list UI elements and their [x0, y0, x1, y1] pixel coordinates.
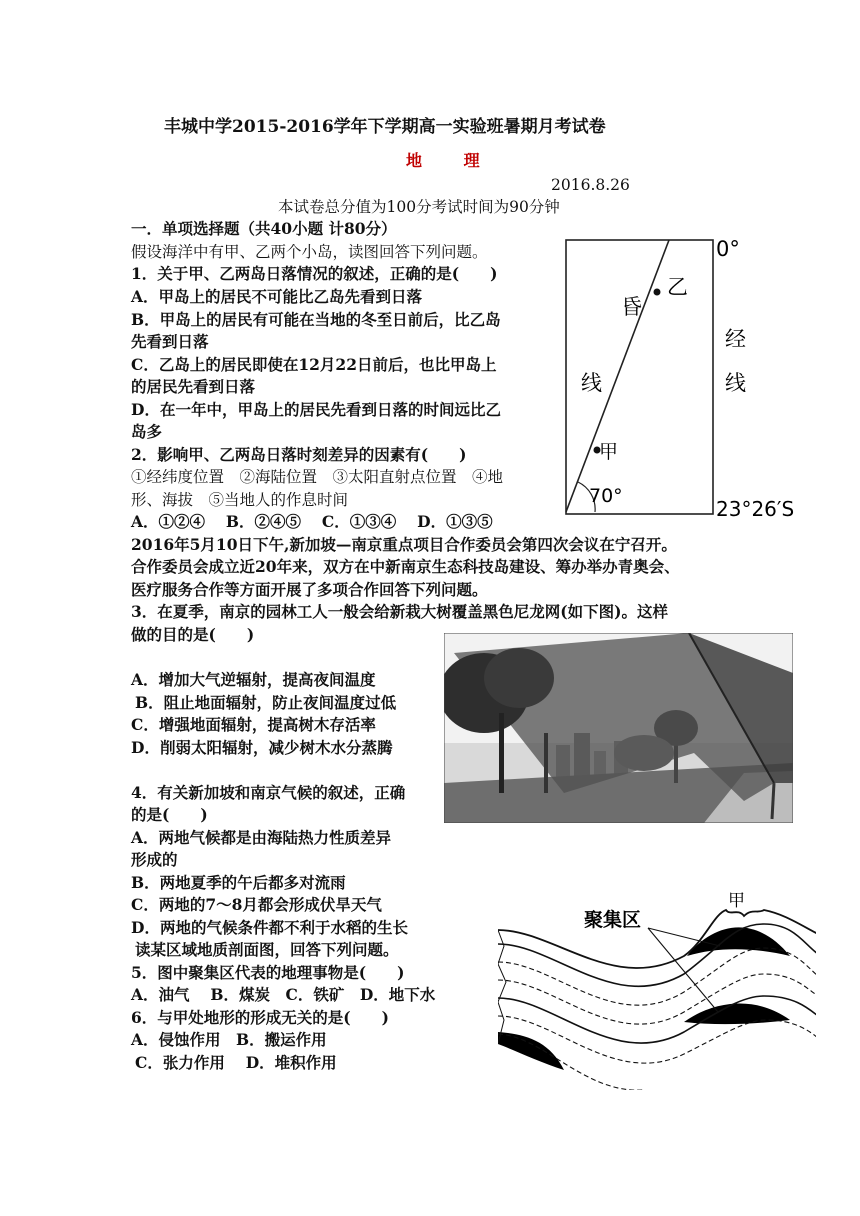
geologic-section-diagram — [494, 884, 818, 1090]
q4-option-b: B．两地夏季的午后都多对流雨 — [131, 873, 346, 892]
q6-options-ab: A．侵蚀作用 B．搬运作用 — [131, 1030, 327, 1049]
passage-line3: 医疗服务合作等方面开展了多项合作回答下列问题。 — [131, 580, 488, 599]
exam-title: 丰城中学2015-2016学年下学期高一实验班暑期月考试卷 — [164, 117, 606, 137]
section-heading: 一．单项选择题（共40小题 计80分） — [131, 219, 397, 238]
top-latitude-label: 0° — [716, 237, 740, 261]
meridian-label-1: 经 — [725, 327, 746, 351]
q1-option-b-cont: 先看到日落 — [131, 332, 209, 351]
passage-line2: 合作委员会成立近20年来，双方在中新南京生态科技岛建设、筹办举办青奥会、 — [131, 557, 680, 576]
site-jia-label: 甲 — [728, 891, 745, 911]
accumulation-zone-lower — [684, 1004, 790, 1025]
terminator-diagram — [561, 236, 823, 520]
terminator-label-1: 昏 — [621, 295, 642, 319]
bottom-latitude-label: 23°26′S — [716, 497, 795, 520]
q2-factors-line1: ①经纬度位置 ②海陆位置 ③太阳直射点位置 ④地 — [131, 468, 504, 486]
q6-stem: 6．与甲处地形的形成无关的是( ) — [131, 1008, 389, 1027]
q3-stem: 3．在夏季，南京的园林工人一般会给新栽大树覆盖黑色尼龙网(如下图)。这样 — [131, 602, 668, 621]
q2-factors-line2: 形、海拔 ⑤当地人的作息时间 — [131, 491, 349, 509]
q1-stem: 1．关于甲、乙两岛日落情况的叙述，正确的是( ) — [131, 264, 498, 283]
exam-note: 本试卷总分值为100分考试时间为90分钟 — [278, 198, 560, 216]
island-a-label: 甲 — [599, 441, 619, 463]
passage-line1: 2016年5月10日下午,新加坡—南京重点项目合作委员会第四次会议在宁召开。 — [131, 535, 677, 554]
q4-option-c: C．两地的7～8月都会形成伏旱天气 — [131, 895, 382, 914]
q4-option-d: D．两地的气候条件都不利于水稻的生长 — [131, 918, 408, 937]
exam-date: 2016.8.26 — [551, 176, 630, 194]
q4-option-a: A．两地气候都是由海陆热力性质差异 — [131, 828, 392, 847]
q1-option-b: B．甲岛上的居民有可能在当地的冬至日前后，比乙岛 — [131, 310, 501, 329]
q2-options: A．①②④ B．②④⑤ C．①③④ D．①③⑤ — [131, 512, 493, 531]
q6-options-cd: C．张力作用 D．堆积作用 — [135, 1053, 337, 1072]
question-intro-2: 读某区域地质剖面图，回答下列问题。 — [135, 940, 399, 959]
q4-stem-cont: 的是( ) — [131, 805, 208, 824]
accumulation-zone-label: 聚集区 — [584, 909, 642, 931]
angle-label: 70° — [589, 485, 623, 507]
q3-stem-cont: 做的目的是( ) — [131, 625, 255, 644]
terminator-label-2: 线 — [581, 371, 602, 395]
q3-option-b: B．阻止地面辐射，防止夜间温度过低 — [135, 693, 397, 712]
q2-stem: 2．影响甲、乙两岛日落时刻差异的因素有( ) — [131, 445, 467, 464]
island-b-label: 乙 — [667, 275, 688, 299]
q5-stem: 5．图中聚集区代表的地理事物是( ) — [131, 963, 405, 982]
q1-option-a: A．甲岛上的居民不可能比乙岛先看到日落 — [131, 287, 423, 306]
q3-option-c: C．增强地面辐射，提高树木存活率 — [131, 715, 376, 734]
q4-option-a-cont: 形成的 — [131, 850, 178, 869]
shade-net-photo — [444, 633, 793, 823]
q5-options: A．油气 B．煤炭 C．铁矿 D．地下水 — [131, 985, 436, 1004]
q1-option-d: D．在一年中，甲岛上的居民先看到日落的时间远比乙 — [131, 400, 501, 419]
subject-label: 地 理 — [406, 151, 498, 170]
meridian-label-2: 线 — [725, 371, 746, 395]
accumulation-zone-left — [498, 1032, 564, 1070]
q1-option-c-cont: 的居民先看到日落 — [131, 377, 256, 396]
q1-option-c: C．乙岛上的居民即使在12月22日前后，也比甲岛上 — [131, 355, 497, 374]
q4-stem: 4．有关新加坡和南京气候的叙述，正确 — [131, 783, 406, 802]
q1-option-d-cont: 岛多 — [131, 422, 163, 441]
q3-option-d: D．削弱太阳辐射，减少树木水分蒸腾 — [131, 738, 393, 757]
question-intro: 假设海洋中有甲、乙两个小岛，读图回答下列问题。 — [131, 243, 488, 261]
q3-option-a: A．增加大气逆辐射，提高夜间温度 — [131, 670, 376, 689]
island-b-dot — [654, 289, 661, 296]
